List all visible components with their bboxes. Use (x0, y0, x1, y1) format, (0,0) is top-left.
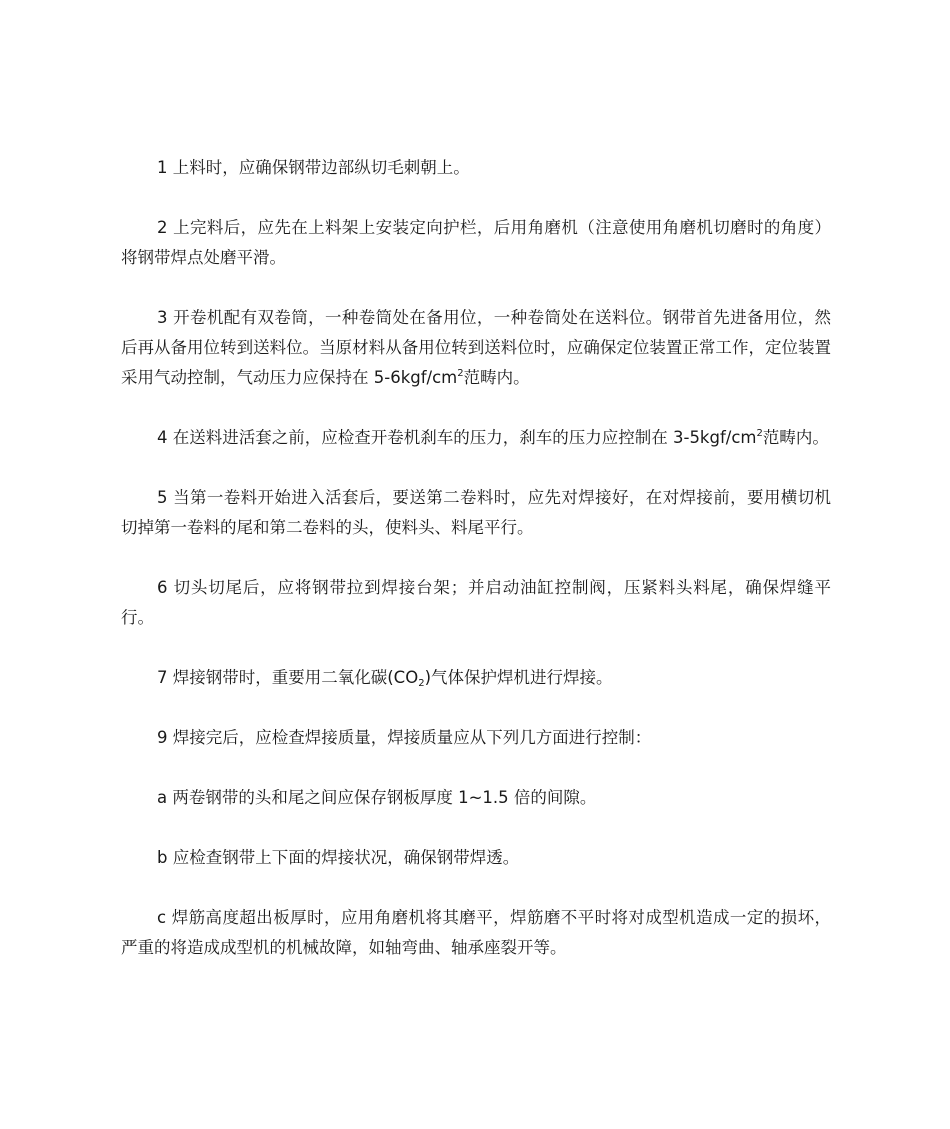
paragraph-a (121, 783, 831, 813)
paragraph-4 (121, 423, 831, 453)
paragraph-4-text: 4 在送料进活套之前，应检查开卷机刹车的压力，刹车的压力应控制在 3-5kgf/cm (157, 428, 757, 447)
paragraph-6-text: 6 切头切尾后，应将钢带拉到焊接台架；并启动油缸控制阀，压紧料头料尾，确保焊缝平行。 (121, 578, 831, 627)
paragraph-5-text: 5 当第一卷料开始进入活套后，要送第二卷料时，应先对焊接好，在对焊接前，要用横切机切掉第一卷料的尾和第二卷料的头，使料头、料尾平行。 (121, 488, 831, 537)
paragraph-a-text: a 两卷钢带的头和尾之间应保存钢板厚度 1~1.5 倍的间隙。 (157, 788, 597, 807)
paragraph-2-text: 2 上完料后，应先在上料架上安装定向护栏，后用角磨机（注意使用角磨机切磨时的角度）将钢带焊点处磨平滑。 (121, 218, 831, 267)
paragraph-b-text: b 应检查钢带上下面的焊接状况，确保钢带焊透。 (157, 848, 520, 867)
paragraph-7-text: 7 焊接钢带时，重要用二氧化碳(CO (157, 668, 419, 687)
paragraph-7 (121, 663, 831, 693)
paragraph-3 (121, 303, 831, 393)
paragraph-9 (121, 723, 831, 753)
paragraph-5 (121, 483, 831, 543)
paragraph-4-text-end: 范畴内。 (762, 428, 829, 447)
document-page (121, 153, 831, 993)
paragraph-3-text: 3 开卷机配有双卷筒，一种卷筒处在备用位，一种卷筒处在送料位。钢带首先进备用位，然后再从备用位转到送料位。当原材料从备用位转到送料位时，应确保定位装置正常工作，定位装置采用气动控制，气动压力应保持在 5-6kgf/cm (121, 308, 831, 387)
paragraph-3-text-end: 范畴内。 (463, 368, 530, 387)
paragraph-b (121, 843, 831, 873)
superscript-unit: 2 (756, 428, 763, 439)
paragraph-7-text-end: )气体保护焊机进行焊接。 (424, 668, 613, 687)
paragraph-c (121, 903, 831, 963)
subscript-co2: 2 (418, 678, 425, 689)
paragraph-9-text: 9 焊接完后，应检查焊接质量，焊接质量应从下列几方面进行控制： (157, 728, 652, 747)
paragraph-1 (121, 153, 831, 183)
paragraph-6 (121, 573, 831, 633)
paragraph-1-text: 1 上料时，应确保钢带边部纵切毛刺朝上。 (157, 158, 470, 177)
paragraph-2 (121, 213, 831, 273)
superscript-unit: 2 (457, 368, 464, 379)
paragraph-c-text: c 焊筋高度超出板厚时，应用角磨机将其磨平，焊筋磨不平时将对成型机造成一定的损坏，严重的将造成成型机的机械故障，如轴弯曲、轴承座裂开等。 (121, 908, 831, 957)
